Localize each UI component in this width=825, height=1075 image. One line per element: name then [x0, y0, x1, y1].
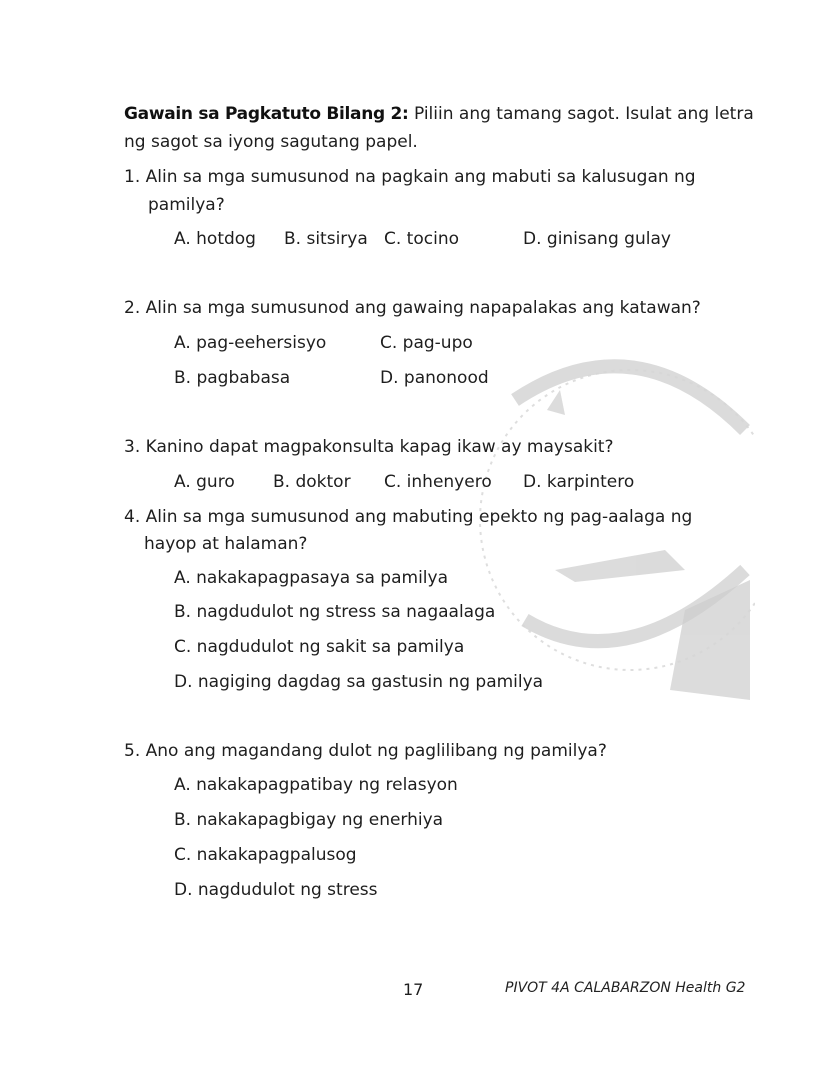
q2-choice-b: B. pagbabasa [174, 368, 291, 388]
q5-choice-d: D. nagdudulot ng stress [174, 880, 378, 900]
q2-choice-c: C. pag-upo [380, 333, 473, 353]
activity-title: Gawain sa Pagkatuto Bilang 2: [124, 104, 409, 124]
q1-choice-a: A. hotdog [174, 229, 256, 249]
instructions-text-2: ng sagot sa iyong sagutang papel. [124, 132, 418, 152]
footer-source: PIVOT 4A CALABARZON Health G2 [505, 980, 746, 996]
q4-choice-a: A. nakakapagpasaya sa pamilya [174, 568, 448, 588]
q5-choice-b: B. nakakapagbigay ng enerhiya [174, 810, 444, 830]
q1-choice-b: B. sitsirya [284, 229, 368, 249]
question-4: 4. Alin sa mga sumusunod ang mabuting epekto ng pag-aalaga ng [124, 507, 693, 527]
q3-choice-b: B. doktor [273, 472, 351, 492]
q5-choice-a: A. nakakapagpatibay ng relasyon [174, 775, 458, 795]
q1-choice-c: C. tocino [384, 229, 459, 249]
q3-choice-a: A. guro [174, 472, 235, 492]
q2-choice-d: D. panonood [380, 368, 489, 388]
q3-choice-c: C. inhenyero [384, 472, 492, 492]
q5-choice-c: C. nakakapagpalusog [174, 845, 357, 865]
q4-choice-b: B. nagdudulot ng stress sa nagaalaga [174, 602, 496, 622]
q4-choice-d: D. nagiging dagdag sa gastusin ng pamilya [174, 672, 544, 692]
q3-choice-d: D. karpintero [523, 472, 635, 492]
q4-choice-c: C. nagdudulot ng sakit sa pamilya [174, 637, 465, 657]
question-1-cont: pamilya? [148, 195, 225, 215]
q2-choice-a: A. pag-eehersisyo [174, 333, 327, 353]
question-2: 2. Alin sa mga sumusunod ang gawaing napapalakas ang katawan? [124, 298, 701, 318]
page-number: 17 [403, 980, 424, 999]
instructions-line-1 [124, 104, 754, 124]
question-4-cont: hayop at halaman? [144, 534, 308, 554]
q1-choice-d: D. ginisang gulay [523, 229, 671, 249]
question-1: 1. Alin sa mga sumusunod na pagkain ang mabuti sa kalusugan ng [124, 167, 696, 187]
question-3: 3. Kanino dapat magpakonsulta kapag ikaw ay maysakit? [124, 437, 614, 457]
question-5: 5. Ano ang magandang dulot ng paglilibang ng pamilya? [124, 741, 607, 761]
instructions-text-1: Piliin ang tamang sagot. Isulat ang letra [413, 104, 754, 124]
